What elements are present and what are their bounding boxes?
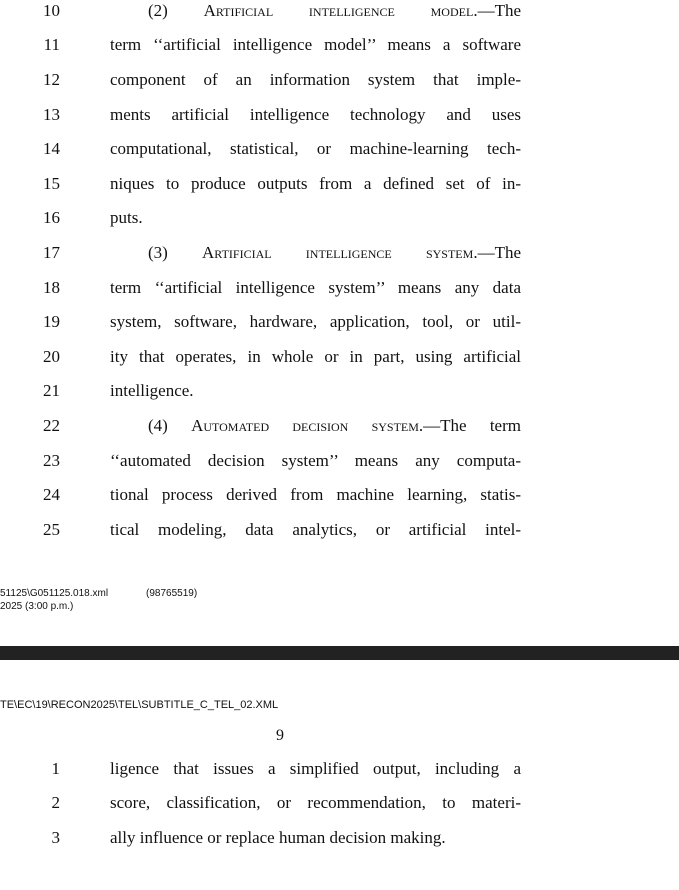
line-number: 21 (43, 381, 60, 400)
line-2 (0, 793, 679, 813)
line-text: score, classification, or recommendation, to materi- (110, 793, 521, 812)
line-number: 13 (43, 105, 60, 124)
line-number: 11 (43, 35, 60, 54)
footer-date: 2025 (3:00 p.m.) (0, 601, 74, 612)
line-number: 16 (43, 208, 60, 227)
heading-rest: .—The term (418, 416, 521, 435)
line-number: 24 (43, 485, 60, 504)
document-path: TE\EC\19\RECON2025\TEL\SUBTITLE_C_TEL_02.XML (0, 699, 279, 711)
line-number: 20 (43, 347, 60, 366)
term-heading: Artificial intelligence model (203, 1, 474, 20)
line-13 (0, 105, 679, 125)
line-number: 18 (43, 278, 60, 297)
line-text: niques to produce outputs from a defined set of in- (110, 174, 521, 193)
paragraph-lead: (4) (148, 416, 192, 435)
paragraph-lead: (3) (148, 243, 203, 262)
line-text: term ‘‘artificial intelligence system’’ means any data (110, 278, 521, 297)
line-text: computational, statistical, or machine-learning tech- (110, 139, 521, 158)
line-number: 22 (43, 416, 60, 435)
section-heading-line (148, 243, 521, 263)
page-number: 9 (276, 727, 284, 744)
line-text: term ‘‘artificial intelligence model’’ means a software (110, 35, 521, 54)
line-number: 19 (43, 312, 60, 331)
line-3 (0, 828, 679, 848)
line-text: ‘‘automated decision system’’ means any computa- (110, 451, 521, 470)
line-number: 10 (43, 1, 60, 20)
line-16 (0, 208, 679, 228)
term-heading: Automated decision system (191, 416, 419, 435)
line-17 (0, 243, 679, 263)
footer-file-line (0, 588, 108, 600)
section-heading-line (148, 416, 521, 436)
line-23 (0, 451, 679, 471)
line-15 (0, 174, 679, 194)
line-number: 14 (43, 139, 60, 158)
line-1 (0, 759, 679, 779)
line-text: ity that operates, in whole or in part, using artificial (110, 347, 521, 366)
line-text: ally influence or replace human decision making. (110, 828, 446, 847)
line-number: 2 (51, 793, 60, 812)
footer-file-path: 51125\G051125.018.xml (0, 588, 109, 599)
line-number: 1 (51, 759, 60, 778)
line-19 (0, 312, 679, 332)
term-heading: Artificial intelligence system (202, 243, 474, 262)
line-number: 25 (43, 520, 60, 539)
bottom-page (0, 660, 679, 890)
line-11 (0, 35, 679, 55)
line-text: puts. (110, 208, 143, 227)
line-number: 3 (51, 828, 60, 847)
line-text: tical modeling, data analytics, or artificial intel- (110, 520, 521, 539)
line-text: intelligence. (110, 381, 194, 400)
line-number: 17 (43, 243, 60, 262)
line-18 (0, 278, 679, 298)
line-number: 12 (43, 70, 60, 89)
line-12 (0, 70, 679, 90)
paragraph-lead: (2) (148, 1, 204, 20)
line-text: ments artificial intelligence technology and uses (110, 105, 521, 124)
heading-rest: .—The (473, 243, 521, 262)
line-20 (0, 347, 679, 367)
line-text: component of an information system that imple- (110, 70, 521, 89)
line-number: 23 (43, 451, 60, 470)
line-24 (0, 485, 679, 505)
page-separator (0, 646, 679, 660)
line-text: system, software, hardware, application, tool, or util- (110, 312, 521, 331)
heading-rest: .—The (473, 1, 521, 20)
line-21 (0, 381, 679, 401)
line-number: 15 (43, 174, 60, 193)
line-10 (0, 1, 679, 21)
line-25 (0, 520, 679, 540)
line-14 (0, 139, 679, 159)
line-22 (0, 416, 679, 436)
line-text: tional process derived from machine learning, statis- (110, 485, 521, 504)
footer-doc-code: (98765519) (146, 588, 198, 599)
line-text: ligence that issues a simplified output, including a (110, 759, 521, 778)
section-heading-line (148, 1, 521, 21)
